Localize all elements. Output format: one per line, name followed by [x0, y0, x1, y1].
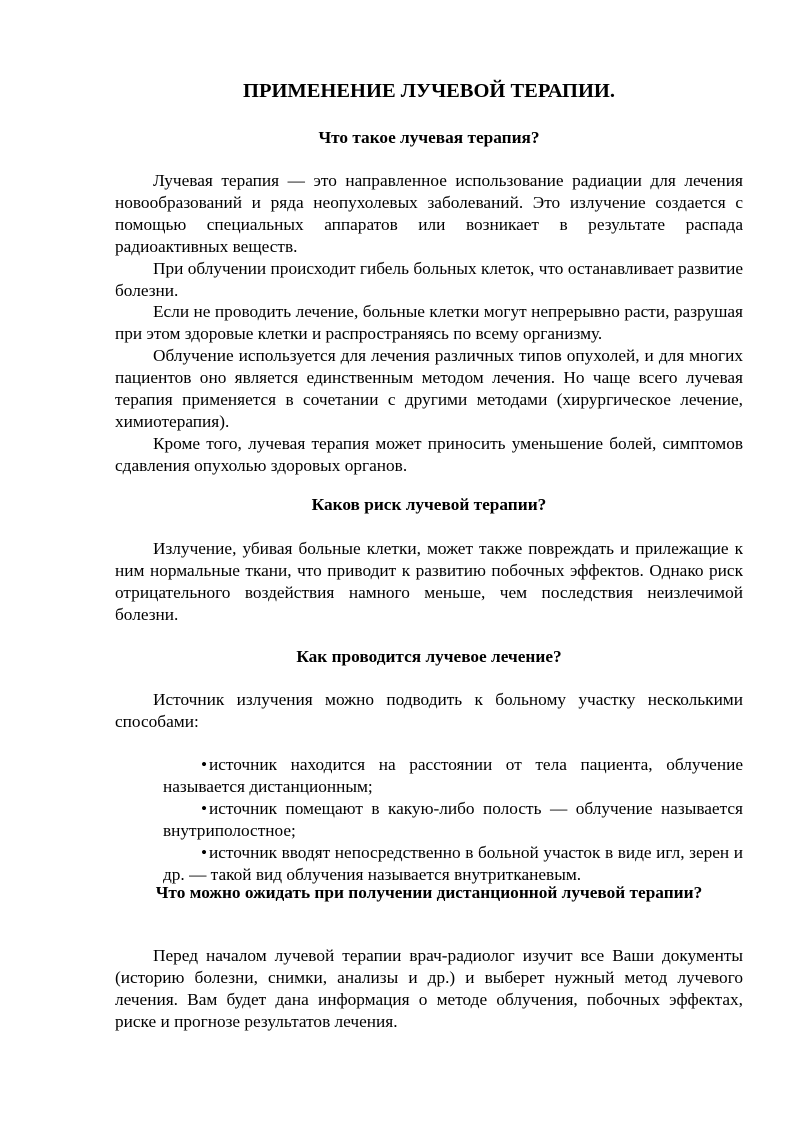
list-item-text: источник находится на расстоянии от тела пациента, облучение называется дистанционным;: [163, 755, 743, 796]
page-title: ПРИМЕНЕНИЕ ЛУЧЕВОЙ ТЕРАПИИ.: [243, 80, 615, 102]
paragraph: Облучение используется для лечения различных типов опухолей, и для многих пациентов оно является единственным методом лечения. Но чаще всего лучевая терапия применяется в сочетании с другими методами (хирургическое лечение, химиотерапия).: [115, 346, 743, 431]
section-heading: Каков риск лучевой терапии?: [311, 495, 547, 514]
section-how-body: [115, 689, 743, 733]
paragraph: Перед началом лучевой терапии врач-радиолог изучит все Ваши документы (историю болезни, снимки, анализы и др.) и выберет нужный метод лучевого лечения. Вам будет дана информация о методе облучения, побочных эффектах, риске и прогнозе результатов лечения.: [115, 946, 743, 1031]
list-item: [163, 798, 743, 842]
paragraph: Если не проводить лечение, больные клетки могут непрерывно расти, разрушая при этом здоровые клетки и распространяясь по всему организму.: [115, 302, 743, 344]
section-expect-body: [115, 945, 743, 1033]
section-heading: Что такое лучевая терапия?: [318, 128, 540, 147]
section-what-is: [115, 127, 743, 149]
paragraph: Кроме того, лучевая терапия может приносить уменьшение болей, симптомов сдавления опухолью здоровых органов.: [115, 433, 743, 475]
section-heading: Что можно ожидать при получении дистанционной лучевой терапии?: [155, 883, 703, 902]
bullet-icon: •: [201, 842, 208, 862]
section-how: [115, 646, 743, 668]
list-item: [163, 842, 743, 886]
paragraph: Источник излучения можно подводить к больному участку несколькими способами:: [115, 690, 743, 731]
paragraph: При облучении происходит гибель больных клеток, что останавливает развитие болезни.: [115, 258, 743, 300]
bullet-icon: •: [201, 798, 208, 818]
section-risk: [115, 494, 743, 516]
paragraph: Лучевая терапия — это направленное использование радиации для лечения новообразований и ряда неопухолевых заболеваний. Это излучение создается с помощью специальных аппаратов или возникает в результате распада радиоактивных веществ.: [115, 171, 743, 256]
bullet-icon: •: [201, 755, 208, 774]
bullet-list: [115, 754, 743, 885]
section-heading: Как проводится лучевое лечение?: [296, 647, 562, 666]
section-risk-body: [115, 538, 743, 626]
list-item: [163, 754, 743, 798]
list-item-text: источник помещают в какую-либо полость — облучение называется внутриполостное;: [163, 798, 743, 840]
section-what-is-body: [115, 170, 743, 477]
paragraph: Излучение, убивая больные клетки, может также повреждать и прилежащие к ним нормальные ткани, что приводит к развитию побочных эффектов. Однако риск отрицательного воздействия намного меньше, чем последствия неизлечимой болезни.: [115, 539, 743, 624]
section-expect: [115, 882, 743, 904]
list-item-text: источник вводят непосредственно в больной участок в виде игл, зерен и др. — такой вид облучения называется внутритканевым.: [163, 842, 743, 884]
